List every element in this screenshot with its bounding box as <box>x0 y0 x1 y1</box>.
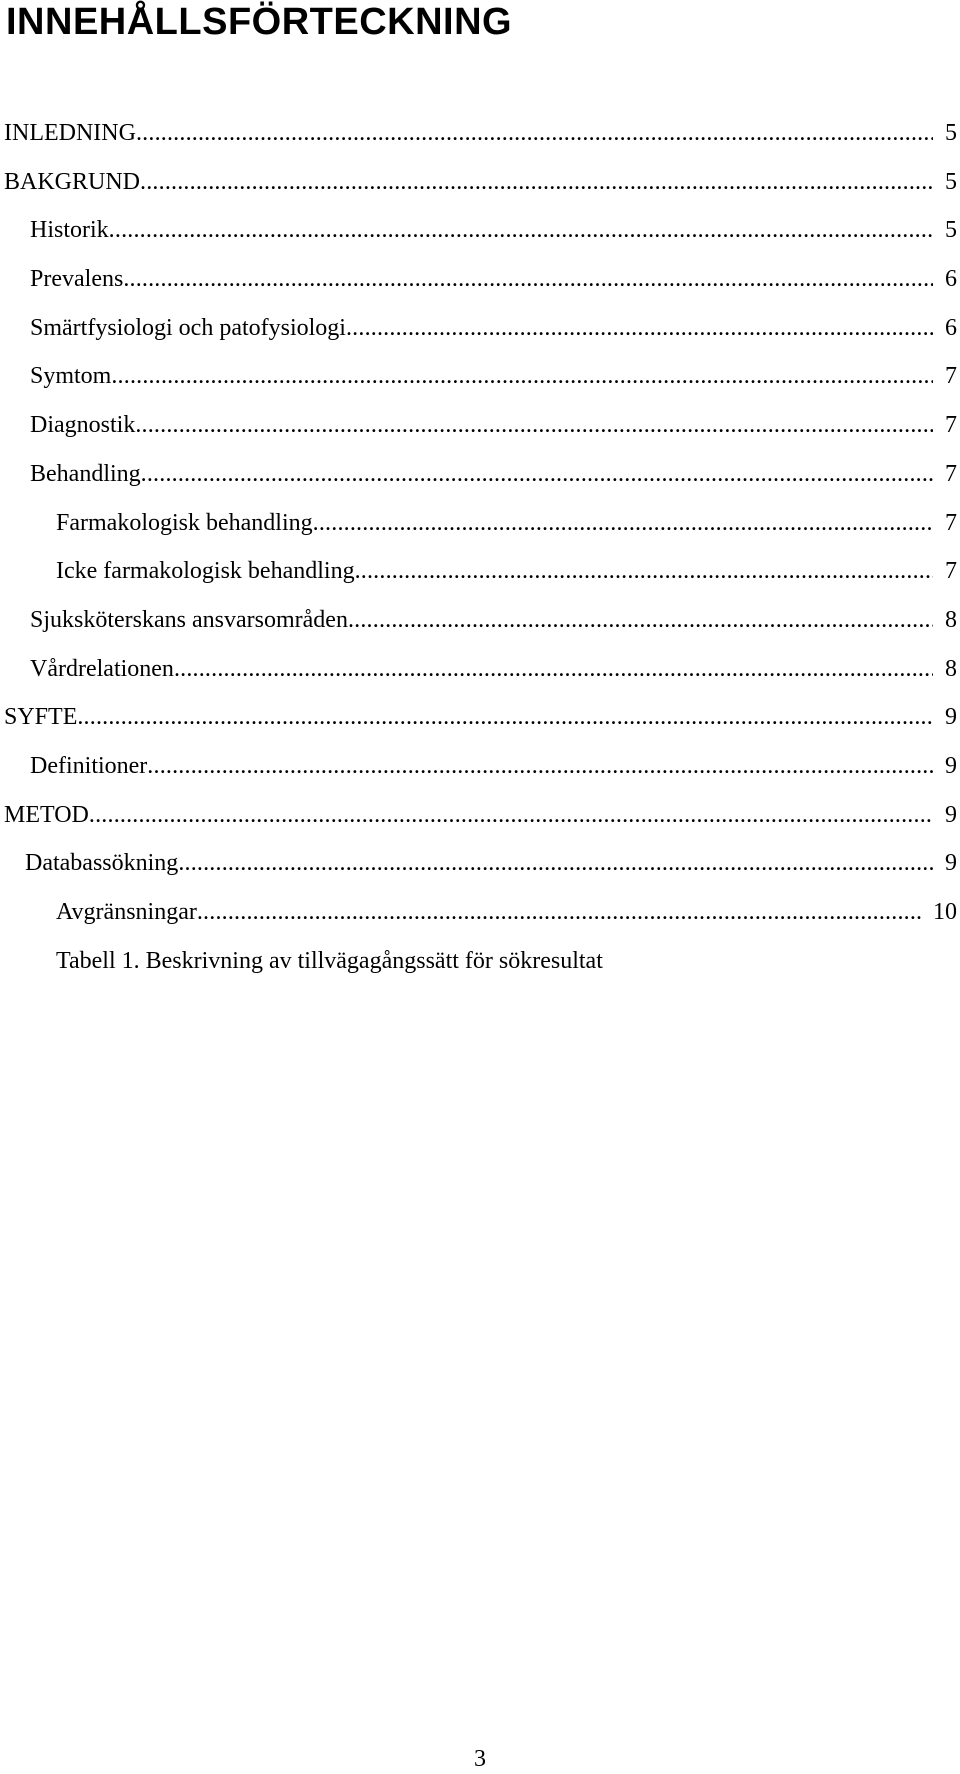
toc-entry-title: Sjuksköterskans ansvarsområden <box>30 606 348 633</box>
toc-dot-leader <box>147 751 933 781</box>
toc-entry-vardrelationen[interactable] <box>0 654 960 703</box>
toc-entry-farmakologisk-behandling[interactable] <box>0 508 960 557</box>
toc-entry-title: Icke farmakologisk behandling <box>56 558 355 585</box>
toc-entry-syfte[interactable] <box>0 702 960 751</box>
toc-dot-leader <box>174 654 933 684</box>
toc-entry-page: 9 <box>945 850 957 877</box>
toc-entry-page: 9 <box>945 752 957 779</box>
toc-entry-page: 8 <box>945 655 957 682</box>
toc-dot-leader <box>348 605 933 635</box>
toc-entry-page: 5 <box>945 168 957 195</box>
toc-entry-title: Diagnostik <box>30 412 136 439</box>
toc-dot-leader <box>140 167 933 197</box>
toc-dot-leader <box>109 215 933 245</box>
table-caption-text: Tabell 1. Beskrivning av tillvägagångssätt för sökresultat <box>56 947 603 974</box>
toc-entry-title: METOD <box>4 801 89 828</box>
toc-dot-leader <box>178 848 933 878</box>
toc-entry-page: 9 <box>945 704 957 731</box>
toc-entry-title: Prevalens <box>30 266 124 293</box>
toc-dot-leader <box>77 702 933 732</box>
toc-entry-title: Definitioner <box>30 752 148 779</box>
toc-entry-page: 7 <box>945 509 957 536</box>
toc-dot-leader <box>136 118 933 148</box>
toc-entry-title: Databassökning <box>25 850 179 877</box>
toc-entry-prevalens[interactable] <box>0 264 960 313</box>
toc-dot-leader <box>346 313 933 343</box>
toc-entry-title: SYFTE <box>4 704 78 731</box>
toc-entry-title: Farmakologisk behandling <box>56 509 313 536</box>
toc-entry-page: 9 <box>945 801 957 828</box>
toc-entry-smartfysiologi[interactable] <box>0 313 960 362</box>
table-caption <box>0 946 960 995</box>
toc-entry-inledning[interactable] <box>0 118 960 167</box>
page-number: 3 <box>474 1746 486 1772</box>
toc-entry-sjukskoterskans-ansvarsomraden[interactable] <box>0 605 960 654</box>
toc-entry-page: 5 <box>945 120 957 146</box>
toc-entry-page: 7 <box>945 460 957 487</box>
toc-entry-title: Vårdrelationen <box>30 655 174 682</box>
table-of-contents <box>0 118 960 994</box>
toc-dot-leader <box>355 556 933 586</box>
toc-entry-title: Smärtfysiologi och patofysiologi <box>30 314 346 341</box>
toc-entry-definitioner[interactable] <box>0 751 960 800</box>
toc-entry-page: 5 <box>945 217 957 244</box>
toc-dot-leader <box>141 459 933 489</box>
toc-entry-page: 10 <box>933 899 957 925</box>
toc-entry-avgransningar[interactable] <box>0 897 960 946</box>
toc-entry-behandling[interactable] <box>0 459 960 508</box>
toc-dot-leader <box>135 410 933 440</box>
toc-dot-leader <box>111 361 933 391</box>
toc-entry-title: Symtom <box>30 363 112 390</box>
toc-dot-leader <box>89 800 933 830</box>
toc-entry-page: 8 <box>945 606 957 633</box>
toc-entry-page: 6 <box>945 266 957 293</box>
toc-entry-icke-farmakologisk-behandling[interactable] <box>0 556 960 605</box>
toc-entry-metod[interactable] <box>0 800 960 849</box>
toc-entry-title: BAKGRUND <box>4 168 141 195</box>
toc-entry-page: 7 <box>945 558 957 585</box>
toc-dot-leader <box>197 897 921 927</box>
toc-dot-leader <box>313 508 933 538</box>
toc-dot-leader <box>123 264 933 294</box>
toc-entry-historik[interactable] <box>0 215 960 264</box>
toc-entry-symtom[interactable] <box>0 361 960 410</box>
toc-entry-page: 7 <box>945 412 957 439</box>
toc-entry-page: 7 <box>945 363 957 390</box>
toc-entry-page: 6 <box>945 314 957 341</box>
toc-entry-diagnostik[interactable] <box>0 410 960 459</box>
toc-entry-title: Avgränsningar <box>56 899 197 925</box>
toc-entry-databassokning[interactable] <box>0 848 960 897</box>
toc-entry-bakgrund[interactable] <box>0 167 960 216</box>
toc-entry-title: Behandling <box>30 460 141 487</box>
toc-entry-title: Historik <box>30 217 109 244</box>
page-title: INNEHÅLLSFÖRTECKNING <box>6 1 513 43</box>
toc-entry-title: INLEDNING <box>4 120 136 146</box>
